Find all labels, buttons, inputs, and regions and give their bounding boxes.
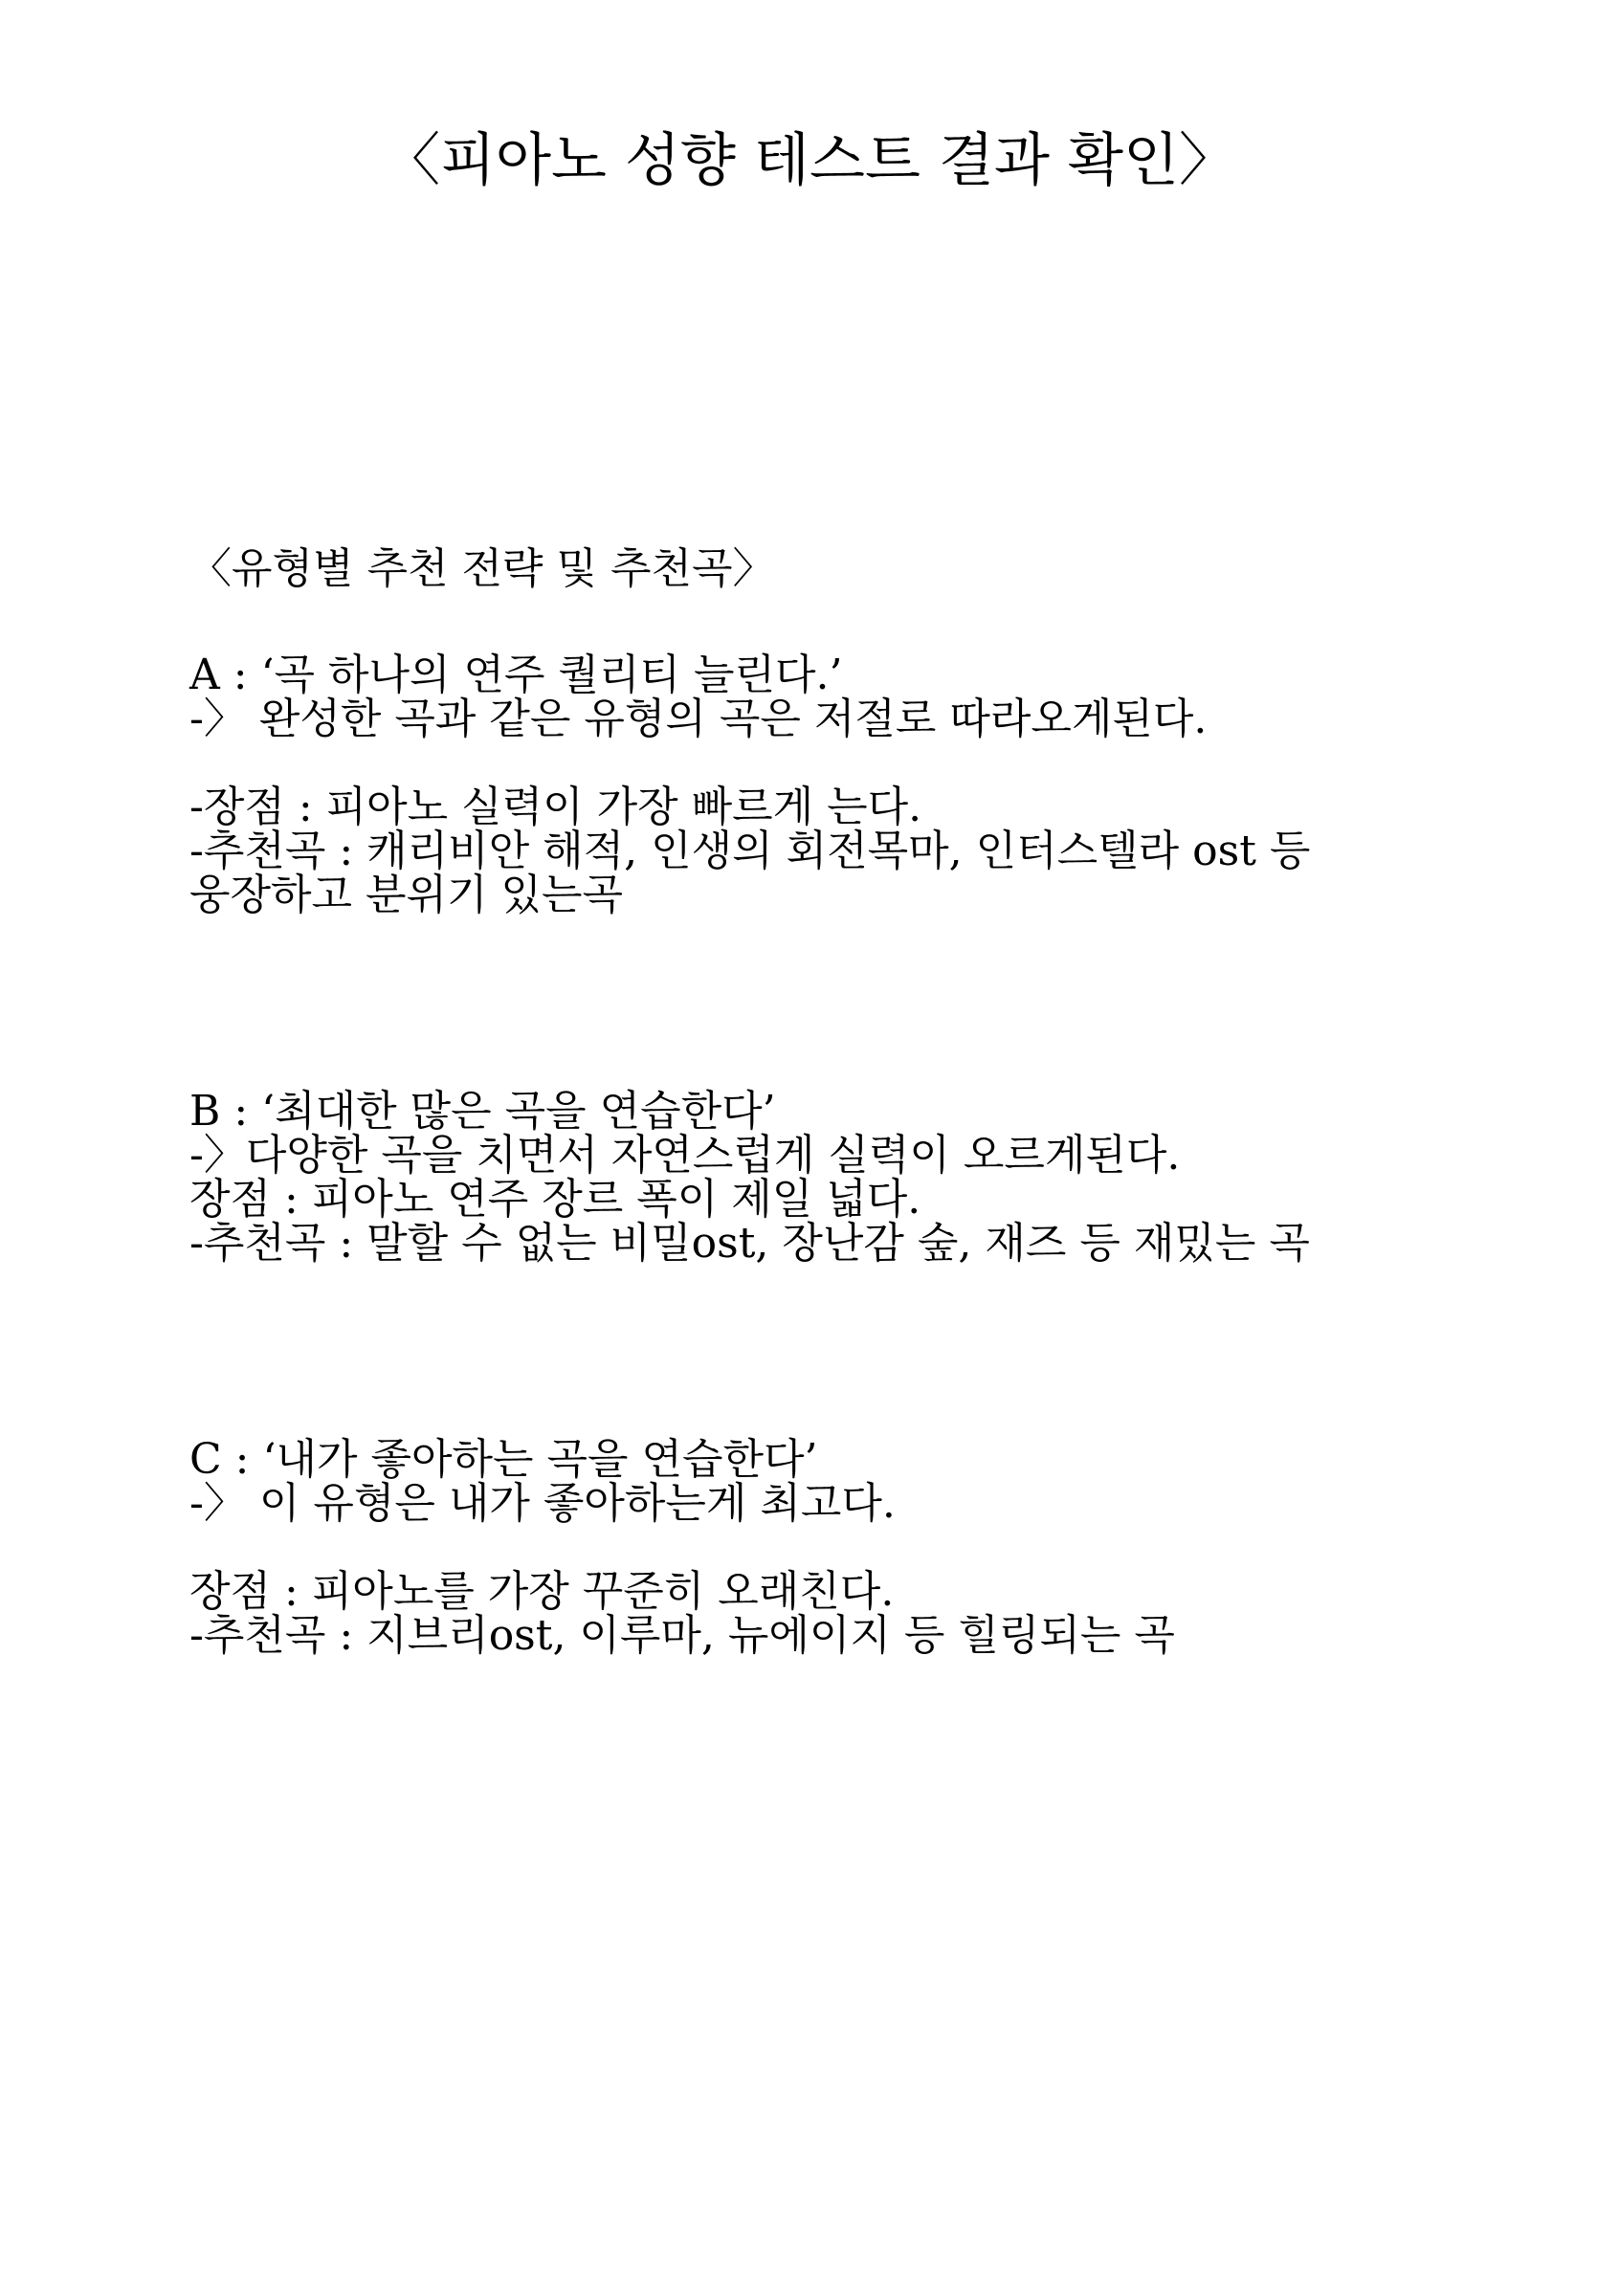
type-a-songs-cont: 웅장하고 분위기 있는곡 xyxy=(189,871,624,919)
type-a-heading: A : ‘곡 하나의 연주 퀄리티 늘린다.’ xyxy=(189,651,843,699)
type-b-arrow-line: -〉다양한 곡을 치면서 자연스럽게 실력이 오르게된다. xyxy=(189,1131,1181,1180)
type-b-section xyxy=(189,1087,1567,1268)
type-b-songs: -추천곡 : 말할 수 없는 비밀ost, 장난감 숲, 재즈 등 재밌는 곡 xyxy=(189,1219,1310,1268)
spacer xyxy=(189,741,1567,785)
type-c-songs: -추천곡 : 지브리ost, 이루마, 뉴에이지 등 힐링되는 곡 xyxy=(189,1611,1175,1660)
type-b-strength: 장점 : 피아노 연주 장르 폭이 제일 넓다. xyxy=(189,1175,921,1224)
section-subtitle xyxy=(189,544,1567,593)
subtitle-text: 〈유형별 추천 전략 및 추천곡〉 xyxy=(189,544,775,593)
type-c-section xyxy=(189,1435,1567,1660)
type-a-arrow-line: -〉 완성한 곡과 같은 유형의 곡은 저절로 따라오게된다. xyxy=(189,695,1208,743)
type-a-songs: -추천곡 : 캐리비안 해적, 인생의 회전목마, 인터스텔라 ost 등 xyxy=(189,827,1311,875)
type-c-heading: C : ‘내가 좋아하는 곡을 연습한다’ xyxy=(189,1435,818,1484)
spacer xyxy=(189,1526,1567,1570)
type-a-strength: -장점 : 피아노 실력이 가장 빠르게 는다. xyxy=(189,783,922,831)
page-title: 〈피아노 성향 테스트 결과 확인〉 xyxy=(383,127,1236,194)
type-c-arrow-line: -〉 이 유형은 내가 좋아하는게 최고다. xyxy=(189,1479,896,1528)
type-c-strength: 장점 : 피아노를 가장 꾸준히 오래친다. xyxy=(189,1567,895,1616)
type-b-heading: B : ‘최대한 많은 곡을 연습한다’ xyxy=(189,1087,776,1136)
type-a-section xyxy=(189,653,1567,917)
